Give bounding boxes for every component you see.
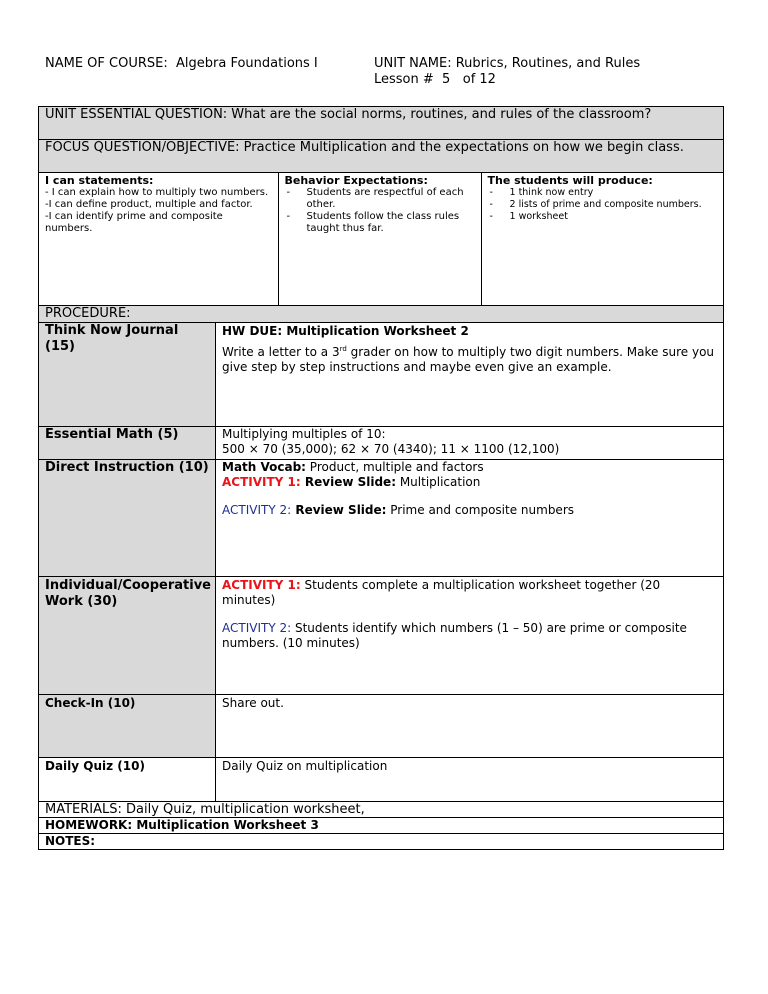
daily-quiz-content: Daily Quiz on multiplication <box>216 758 724 802</box>
activity-1: ACTIVITY 1: Students complete a multiplication worksheet together (20 minutes) <box>222 578 661 607</box>
think-now-content <box>216 323 724 427</box>
essential-math-label: Essential Math (5) <box>39 427 216 460</box>
i-can-item: -I can identify prime and composite numbers. <box>45 211 223 234</box>
behavior-item: - Students are respectful of each other. <box>285 187 475 211</box>
direct-instruction-label: Direct Instruction (10) <box>39 460 216 577</box>
behavior-expectations <box>278 173 481 305</box>
behavior-item: - Students follow the class rules taught thus far. <box>285 211 475 235</box>
think-now-label: Think Now Journal (15) <box>39 323 216 427</box>
lesson-total: 12 <box>479 72 496 87</box>
activity-2: ACTIVITY 2: Review Slide: Prime and composite numbers <box>222 503 574 517</box>
i-can-title: I can statements: <box>45 174 154 187</box>
i-can-item: -I can define product, multiple and factor. <box>45 199 253 210</box>
lesson-number: 5 <box>442 72 451 87</box>
course-value: Algebra Foundations I <box>176 56 318 71</box>
individual-work-content <box>216 577 724 695</box>
procedure-label: PROCEDURE: <box>39 306 724 323</box>
math-vocab: Math Vocab: Product, multiple and factors <box>222 460 484 474</box>
activity-2: ACTIVITY 2: Students identify which numbers (1 – 50) are prime or composite numbers. (10 minutes) <box>222 621 687 650</box>
unit-name-header <box>374 56 704 88</box>
statements-row <box>39 173 724 306</box>
materials: MATERIALS: Daily Quiz, multiplication worksheet, <box>39 802 724 818</box>
check-in-content: Share out. <box>216 695 724 758</box>
students-will-produce <box>481 173 723 305</box>
unit-label: UNIT NAME: <box>374 56 452 71</box>
course-name-header <box>45 56 365 72</box>
essential-math-line: 500 × 70 (35,000); 62 × 70 (4340); 11 × 1100 (12,100) <box>222 442 560 456</box>
homework: HOMEWORK: Multiplication Worksheet 3 <box>39 818 724 834</box>
i-can-statements <box>39 173 278 305</box>
essential-question: UNIT ESSENTIAL QUESTION: What are the social norms, routines, and rules of the classroom? <box>39 107 724 140</box>
essential-math-content <box>216 427 724 460</box>
course-label: NAME OF COURSE: <box>45 56 168 71</box>
essential-math-line: Multiplying multiples of 10: <box>222 427 386 441</box>
focus-question: FOCUS QUESTION/OBJECTIVE: Practice Multiplication and the expectations on how we begin class. <box>39 140 724 173</box>
i-can-item: - I can explain how to multiply two numbers. <box>45 187 269 198</box>
individual-work-label: Individual/Cooperative Work (30) <box>39 577 216 695</box>
unit-value: Rubrics, Routines, and Rules <box>455 56 641 71</box>
produce-item: - 1 worksheet <box>488 211 718 223</box>
activity-1: ACTIVITY 1: Review Slide: Multiplication <box>222 475 481 489</box>
notes: NOTES: <box>39 834 724 850</box>
produce-item: - 1 think now entry <box>488 187 718 199</box>
produce-title: The students will produce: <box>487 174 653 187</box>
lesson-number-line: Lesson # 5 of 12 <box>374 72 496 87</box>
check-in-label: Check-In (10) <box>39 695 216 758</box>
direct-instruction-content <box>216 460 724 577</box>
hw-due: HW DUE: Multiplication Worksheet 2 <box>222 324 469 338</box>
lesson-plan-table <box>38 106 724 850</box>
behavior-title: Behavior Expectations: <box>284 174 428 187</box>
daily-quiz-label: Daily Quiz (10) <box>39 758 216 802</box>
think-now-prompt: Write a letter to a 3rd grader on how to multiply two digit numbers. Make sure you give step by step instructions and maybe even give an example. <box>222 345 715 374</box>
produce-item: - 2 lists of prime and composite numbers. <box>488 199 718 211</box>
